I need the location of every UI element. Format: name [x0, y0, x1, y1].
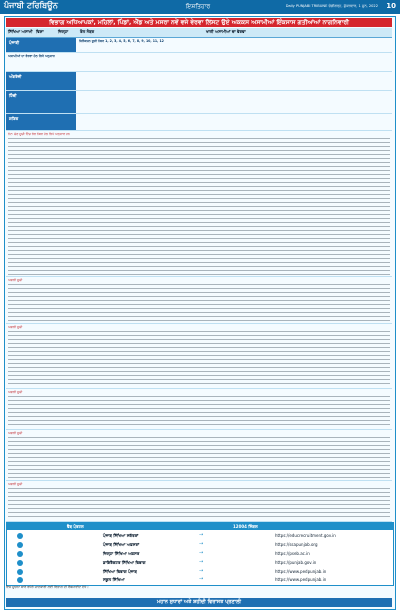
arrow-right-icon: →	[199, 541, 204, 547]
row-content	[79, 115, 390, 129]
row-label: ਪੰਜਾਬੀ	[6, 38, 76, 52]
globe-icon	[17, 533, 23, 539]
globe-icon	[17, 542, 23, 548]
globe-icon	[17, 569, 23, 575]
info-row: ਸਕੂਲ ਸਿੱਖਿਆ → https://www.pedpunjab.in	[13, 576, 387, 584]
arrow-right-icon: →	[199, 532, 204, 538]
row-label: ਗਣਿਤ	[6, 114, 76, 130]
info-header-right: 12004 ਸਿੰਗਲ	[233, 524, 258, 529]
info-row: ਜ਼ਿਲ੍ਹਾ ਸਿੱਖਿਆ ਅਫ਼ਸਰ → https://pseb.ac.in	[13, 550, 387, 558]
row-content: ਅਸਾਮੀਆਂ ਦਾ ਵੇਰਵਾ ਹੇਠ ਲਿਖੇ ਅਨੁਸਾਰ	[8, 54, 55, 58]
portal-link[interactable]: https://www.pedpunjab.in	[275, 577, 327, 582]
row-content: ਅਗਲੀ ਸੂਚੀ	[8, 278, 390, 322]
roll-number-block	[8, 436, 390, 479]
table-row	[6, 131, 392, 277]
portal-link[interactable]: https://ssapunjab.org	[275, 542, 318, 547]
roll-number-block	[8, 395, 390, 428]
table-row	[6, 430, 392, 481]
table-row	[6, 114, 392, 131]
arrow-right-icon: →	[199, 559, 204, 565]
table-row	[6, 324, 392, 389]
row-content: ਸਿਲੈਕਸ਼ਨ ਸੂਚੀ ਨੰਬਰ 1, 2, 3, 4, 5, 6, 7, 8, 9, 10, 11, 12	[79, 39, 164, 43]
arrow-right-icon: →	[199, 550, 204, 556]
table-row	[6, 91, 392, 114]
info-row: ਸਿੱਖਿਆ ਵਿਭਾਗ ਪੰਜਾਬ → https://www.pedpunjab.in	[13, 568, 387, 576]
header-cell: ਖਾਲੀ ਅਸਾਮੀਆਂ ਦਾ ਵੇਰਵਾ	[206, 29, 246, 34]
globe-icon	[17, 577, 23, 583]
portal-link[interactable]: https://www.pedpunjab.in	[275, 569, 327, 574]
table-row	[6, 53, 392, 72]
header-cell: ਵਿਸ਼ਾ	[36, 29, 44, 34]
row-content: ਅਗਲੀ ਸੂਚੀ	[8, 482, 390, 520]
roll-number-block	[8, 137, 390, 275]
row-label: ਅੰਗਰੇਜ਼ੀ	[6, 72, 76, 90]
notice-title: ਵਿਭਾਗ ਅਧਿਆਪਕਾਂ, ਮਹਿਲਾਂ, ਪਿੰਡਾਂ, ਐੱਡ ਅਤੇ ਮਸਰਾ ਨਵੇਂ ਵਜੇ ਵੇਰਵਾ ਲਿਸਟ ਉਏ ਅਕਕਸ ਅਸਾਮੀਆਂ ਇੰਕਸਾਸ ਗਤੀਆਂਆਂ ਨਾਗਨਿਵਾਰੀ	[6, 18, 392, 27]
info-header-left: ਵੈੱਬ ਪੋਰਟਲ	[67, 524, 84, 529]
section-title: ਇਸ਼ਤਿਹਾਰ	[186, 3, 211, 10]
footer-bar: ਮਹਾਨ ਸੁਧਾਰਾਂ ਅਤੇ ਸ਼ਹੀਦੀ ਵਿਰਾਸਤ ਪ੍ਰਣਾਲੀ	[6, 598, 392, 607]
dateline: Daily PUNJABI TRIBUNE ਚੰਡੀਗੜ੍ਹ, ਸ਼ੁੱਕਰਵਾਰ, 1 ਜੂਨ, 2022	[285, 4, 378, 8]
row-content	[79, 92, 390, 112]
row-content: ਅਗਲੀ ਸੂਚੀ	[8, 325, 390, 387]
row-content: ਅਗਲੀ ਸੂਚੀ	[8, 390, 390, 428]
roll-number-block	[8, 283, 390, 322]
table-row	[6, 481, 392, 522]
table-row	[6, 389, 392, 430]
roll-number-block	[8, 330, 390, 387]
portal-link[interactable]: https://pseb.ac.in	[275, 551, 310, 556]
info-row: ਪੰਜਾਬ ਸਿੱਖਿਆ ਅਫ਼ਸਰਾਂ → https://ssapunjab.org	[13, 541, 387, 549]
header-cell: ਸਿੱਖਿਆ ਅਸਾਮੀ	[8, 29, 33, 34]
roll-number-block	[8, 487, 390, 520]
table-row	[6, 72, 392, 91]
newspaper-brand: ਪੰਜਾਬੀ ਟਰਿਬਿਊਨ	[4, 1, 58, 10]
row-content	[79, 73, 390, 89]
info-row: ਡਾਇਰੈਕਟਰ ਸਿੱਖਿਆ ਵਿਭਾਗ → https://punjab.gov.in	[13, 559, 387, 567]
globe-icon	[17, 551, 23, 557]
masthead	[0, 0, 400, 14]
info-row: ਪੰਜਾਬ ਸਿੱਖਿਆ ਸਕੱਤਰਾਂ → https://educrecruitment.gov.in	[13, 532, 387, 540]
row-content: ਨੋਟ: ਚੋਣ ਸੂਚੀ ਵਿੱਚ ਰੋਲ ਨੰਬਰ ਹੇਠ ਲਿਖੇ ਅਨੁਸਾਰ ਹਨ	[8, 132, 390, 275]
table-row	[6, 38, 392, 53]
table-header	[6, 28, 392, 38]
row-label: ਹਿੰਦੀ	[6, 91, 76, 113]
row-content: ਅਗਲੀ ਸੂਚੀ	[8, 431, 390, 479]
info-header	[7, 523, 393, 530]
header-cell: ਰੋਲ ਨੰਬਰ	[80, 29, 95, 34]
portal-link[interactable]: https://punjab.gov.in	[275, 560, 317, 565]
header-cell: ਜ਼ਿਲ੍ਹਾ	[58, 29, 69, 34]
globe-icon	[17, 560, 23, 566]
arrow-right-icon: →	[199, 576, 204, 582]
info-note: ਇਸ ਸੂਚਨਾ ਬਾਰੇ ਵਧੇਰੇ ਜਾਣਕਾਰੀ ਲਈ ਵਿਭਾਗ ਦੀ ਵੈੱਬਸਾਈਟ ਦੇਖੋ।	[6, 585, 89, 589]
table-row	[6, 277, 392, 324]
page-number: 10	[386, 2, 396, 10]
portal-info-box	[6, 522, 394, 586]
portal-link[interactable]: https://educrecruitment.gov.in	[275, 533, 336, 538]
arrow-right-icon: →	[199, 568, 204, 574]
